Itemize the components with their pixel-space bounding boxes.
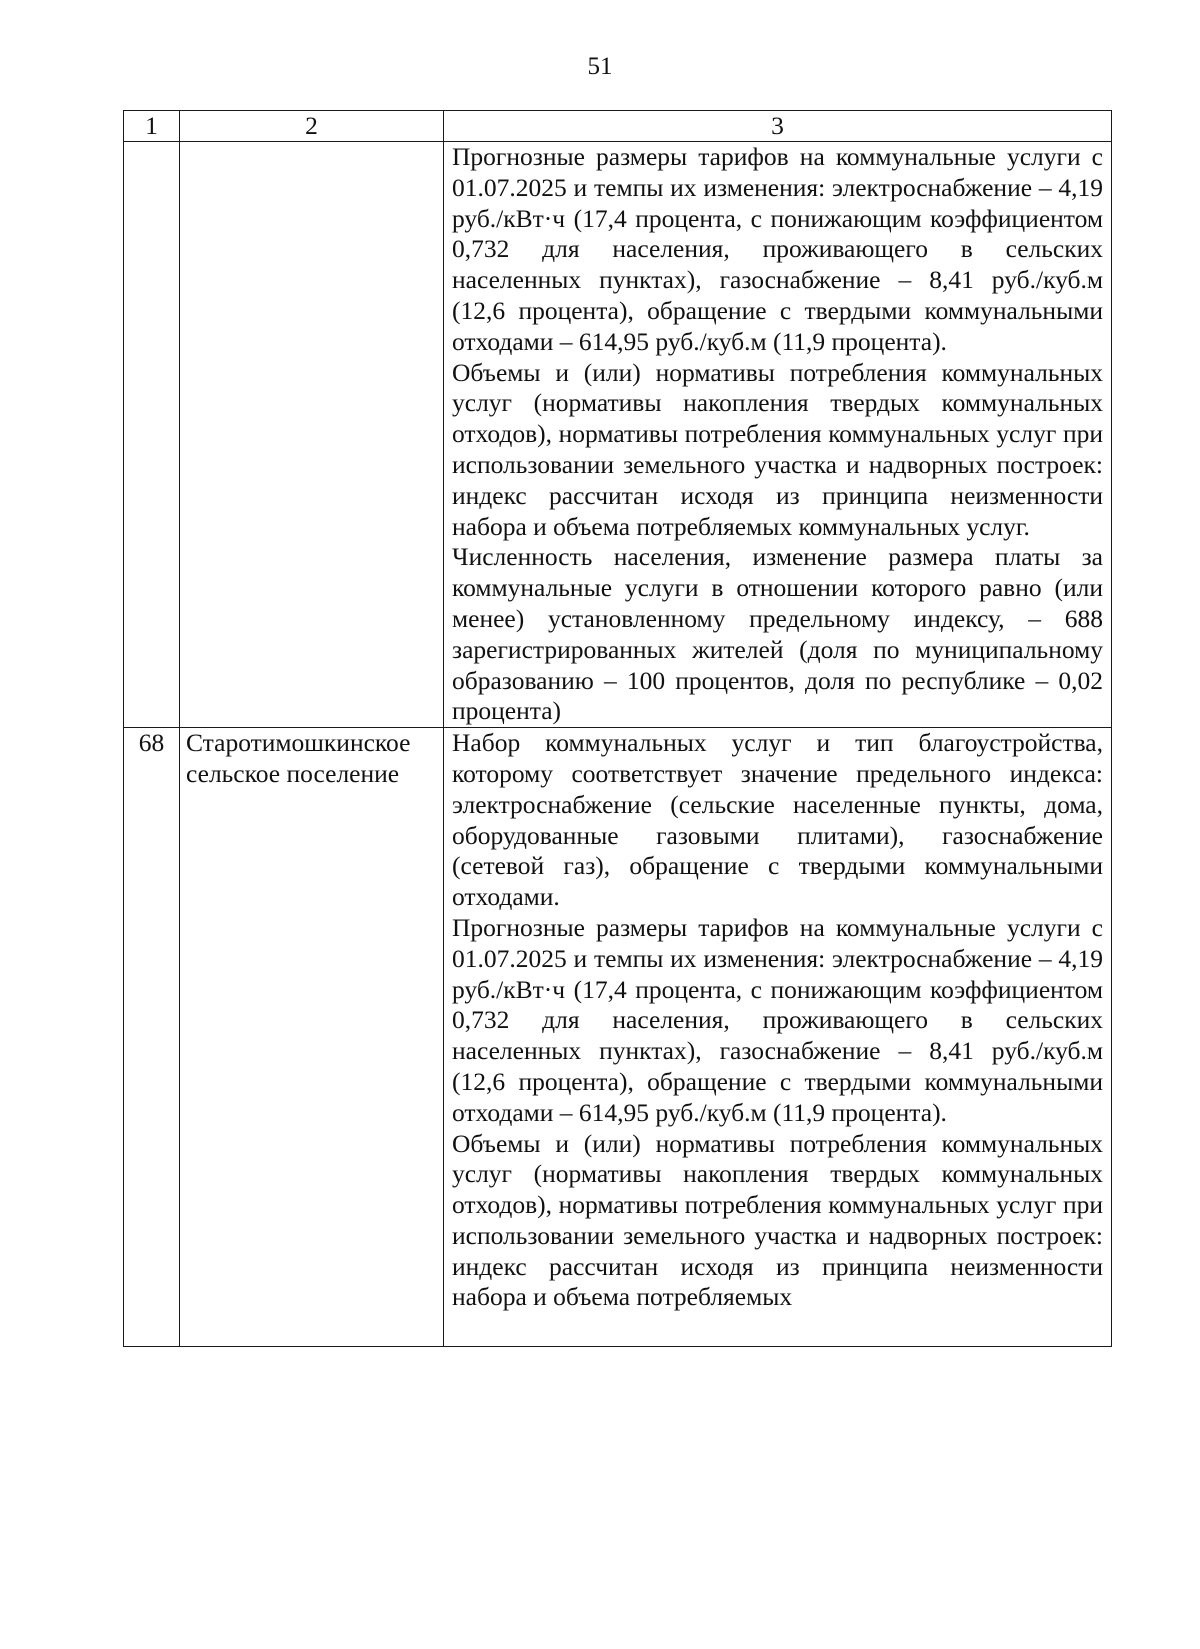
consumption-norms-paragraph: Объемы и (или) нормативы потребления коммунальных услуг (нормативы накопления твердых коммунальных отходов), нормативы потребления коммунальных услуг при использовании земельного участка и надворных построек: индекс рассчитан исходя из принципа неизменности набора и объема потребляемых: [452, 1128, 1103, 1312]
row-number-cell: 68: [124, 728, 180, 1347]
consumption-norms-paragraph: Объемы и (или) нормативы потребления коммунальных услуг (нормативы накопления твердых коммунальных отходов), нормативы потребления коммунальных услуг при использовании земельного участка и надворных построек: индекс рассчитан исходя из принципа неизменности набора и объема потребляемых коммунальных услуг.: [452, 357, 1103, 541]
services-set-paragraph: Набор коммунальных услуг и тип благоустройства, которому соответствует значение предельного индекса: электроснабжение (сельские населенные пункты, дома, оборудованные газовыми плитами), газоснабжение (сетевой газ), обращение с твердыми коммунальными отходами.: [452, 728, 1103, 912]
tariff-table: [123, 110, 1112, 1347]
page-number: 51: [587, 53, 613, 80]
description-cell: [444, 142, 1112, 728]
column-header-3: 3: [444, 111, 1112, 142]
row-number-cell: [124, 142, 180, 728]
column-header-1: 1: [124, 111, 180, 142]
table-row: [124, 142, 1112, 728]
description-cell: [444, 728, 1112, 1347]
tariff-forecast-paragraph: Прогнозные размеры тарифов на коммунальные услуги с 01.07.2025 и темпы их изменения: электроснабжение – 4,19 руб./кВт·ч (17,4 процента, с понижающим коэффициентом 0,732 для населения, проживающего в сельских населенных пунктах), газоснабжение – 8,41 руб./куб.м (12,6 процента), обращение с твердыми коммунальными отходами – 614,95 руб./куб.м (11,9 процента).: [452, 142, 1103, 356]
table-row: [124, 728, 1112, 1347]
column-header-2: 2: [180, 111, 444, 142]
municipality-name-cell: Старотимошкинское сельское поселение: [180, 728, 444, 1347]
municipality-name-cell: [180, 142, 444, 728]
tariff-forecast-paragraph: Прогнозные размеры тарифов на коммунальные услуги с 01.07.2025 и темпы их изменения: электроснабжение – 4,19 руб./кВт·ч (17,4 процента, с понижающим коэффициентом 0,732 для населения, проживающего в сельских населенных пунктах), газоснабжение – 8,41 руб./куб.м (12,6 процента), обращение с твердыми коммунальными отходами – 614,95 руб./куб.м (11,9 процента).: [452, 912, 1103, 1127]
table-header-row: [124, 111, 1112, 142]
population-paragraph: Численность населения, изменение размера платы за коммунальные услуги в отношении которого равно (или менее) установленному предельному индексу, – 688 зарегистрированных жителей (доля по муниципальному образованию – 100 процентов, доля по республике – 0,02 процента): [452, 542, 1103, 726]
